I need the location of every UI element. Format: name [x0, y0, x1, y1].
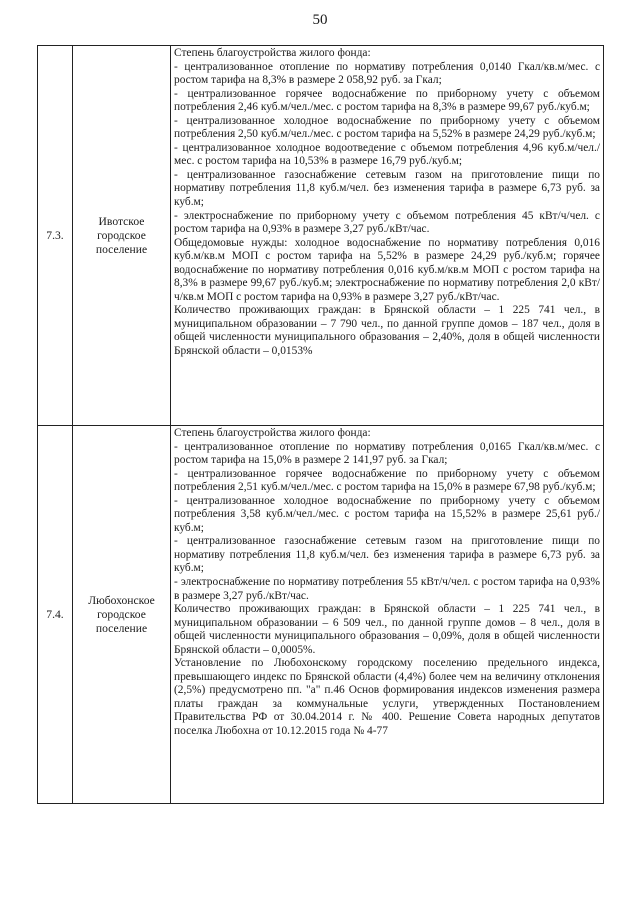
paragraph: - централизованное отопление по нормативу потребления 0,0140 Гкал/кв.м/мес. с ростом тарифа на 8,3% в размере 2 058,92 руб. за Гкал;: [174, 60, 600, 87]
paragraph: Количество проживающих граждан: в Брянской области – 1 225 741 чел., в муниципальном образовании – 7 790 чел., по данной группе домов – 187 чел., доля в общей численности муниципального образования – 2,40%, доля в общей численности Брянской области – 0,0153%: [174, 304, 600, 358]
paragraph: Количество проживающих граждан: в Брянской области – 1 225 741 чел., в муниципальном образовании – 6 509 чел., по данной группе домов – 8 чел., доля в общей численности муниципального образования – 0,09%, доля в общей численности Брянской области – 0,0005%.: [174, 603, 600, 656]
paragraph: Установление по Любохонскому городскому поселению предельного индекса, превышающего индекс по Брянской области (4,4%) более чем на величину отклонения (2,5%) предусмотрено пп. "а" п.46 Основ формирования индексов изменения размера платы граждан за коммунальные услуги, утвержденных Постановлением Правительства РФ от 30.04.2014 г. № 400. Решение Совета народных депутатов поселка Любохна от 10.12.2015 года № 4-77: [174, 657, 600, 738]
table-row: [38, 46, 604, 426]
paragraph: - централизованное горячее водоснабжение по приборному учету с объемом потребления 2,46 куб.м/чел./мес. с ростом тарифа на 8,3% в размере 99,67 руб./куб.м;: [174, 87, 600, 114]
paragraph: Общедомовые нужды: холодное водоснабжение по нормативу потребления 0,016 куб.м/кв.м МОП с ростом тарифа на 5,52% в размере 24,29 руб./куб.м; горячее водоснабжение по нормативу потребления 0,016 куб.м/кв.м МОП с ростом тарифа на 8,3% в размере 99,67 руб./куб.м; электроснабжение по нормативу потребления 2,0 кВт/ч/кв.м МОП с ростом тарифа на 0,93% в размере 3,27 руб./кВт/час.: [174, 236, 600, 303]
municipality-name: Любохонское городское поселение: [73, 426, 171, 804]
paragraph: - централизованное горячее водоснабжение по приборному учету с объемом потребления 2,51 куб.м/чел./мес. с ростом тарифа на 15,0% в размере 67,98 руб./куб.м;: [174, 467, 600, 494]
paragraph: Степень благоустройства жилого фонда:: [174, 47, 371, 59]
paragraph: - централизованное газоснабжение сетевым газом на приготовление пищи по нормативу потребления 11,8 куб.м/чел. без изменения тарифа в размере 6,73 руб. за куб.м;: [174, 168, 600, 209]
paragraph: - электроснабжение по приборному учету с объемом потребления 45 кВт/ч/чел. с ростом тарифа на 0,93% в размере 3,27 руб./кВт/час.: [174, 209, 600, 236]
paragraph: - централизованное холодное водоснабжение по приборному учету с объемом потребления 2,50 куб.м/чел./мес. с ростом тарифа на 5,52% в размере 24,29 руб./куб.м;: [174, 114, 600, 141]
municipality-name: Ивотское городское поселение: [73, 46, 171, 426]
row-number: 7.3.: [38, 46, 73, 426]
description-cell: [171, 46, 604, 426]
tariff-table: [37, 45, 604, 804]
page-number: 50: [312, 12, 328, 28]
description-cell: [171, 426, 604, 804]
row-number: 7.4.: [38, 426, 73, 804]
paragraph: - централизованное газоснабжение сетевым газом на приготовление пищи по нормативу потребления 11,8 куб.м/чел. без изменения тарифа в размере 6,73 руб. за куб.м;: [174, 535, 600, 575]
table-row: [38, 426, 604, 804]
paragraph: - электроснабжение по нормативу потребления 55 кВт/ч/чел. с ростом тарифа на 0,93% в размере 3,27 руб./кВт/час.: [174, 576, 600, 602]
paragraph: Степень благоустройства жилого фонда:: [174, 427, 371, 439]
paragraph: - централизованное холодное водоснабжение по приборному учету с объемом потребления 3,58 куб.м/чел./мес. с ростом тарифа на 15,52% в размере 25,61 руб./куб.м;: [174, 494, 600, 534]
paragraph: - централизованное отопление по нормативу потребления 0,0165 Гкал/кв.м/мес. с ростом тарифа на 15,0% в размере 2 141,97 руб. за Гкал;: [174, 440, 600, 467]
paragraph: - централизованное холодное водоотведение с объемом потребления 4,96 куб.м/чел./мес. с ростом тарифа на 10,53% в размере 16,79 руб./куб.м;: [174, 141, 600, 168]
